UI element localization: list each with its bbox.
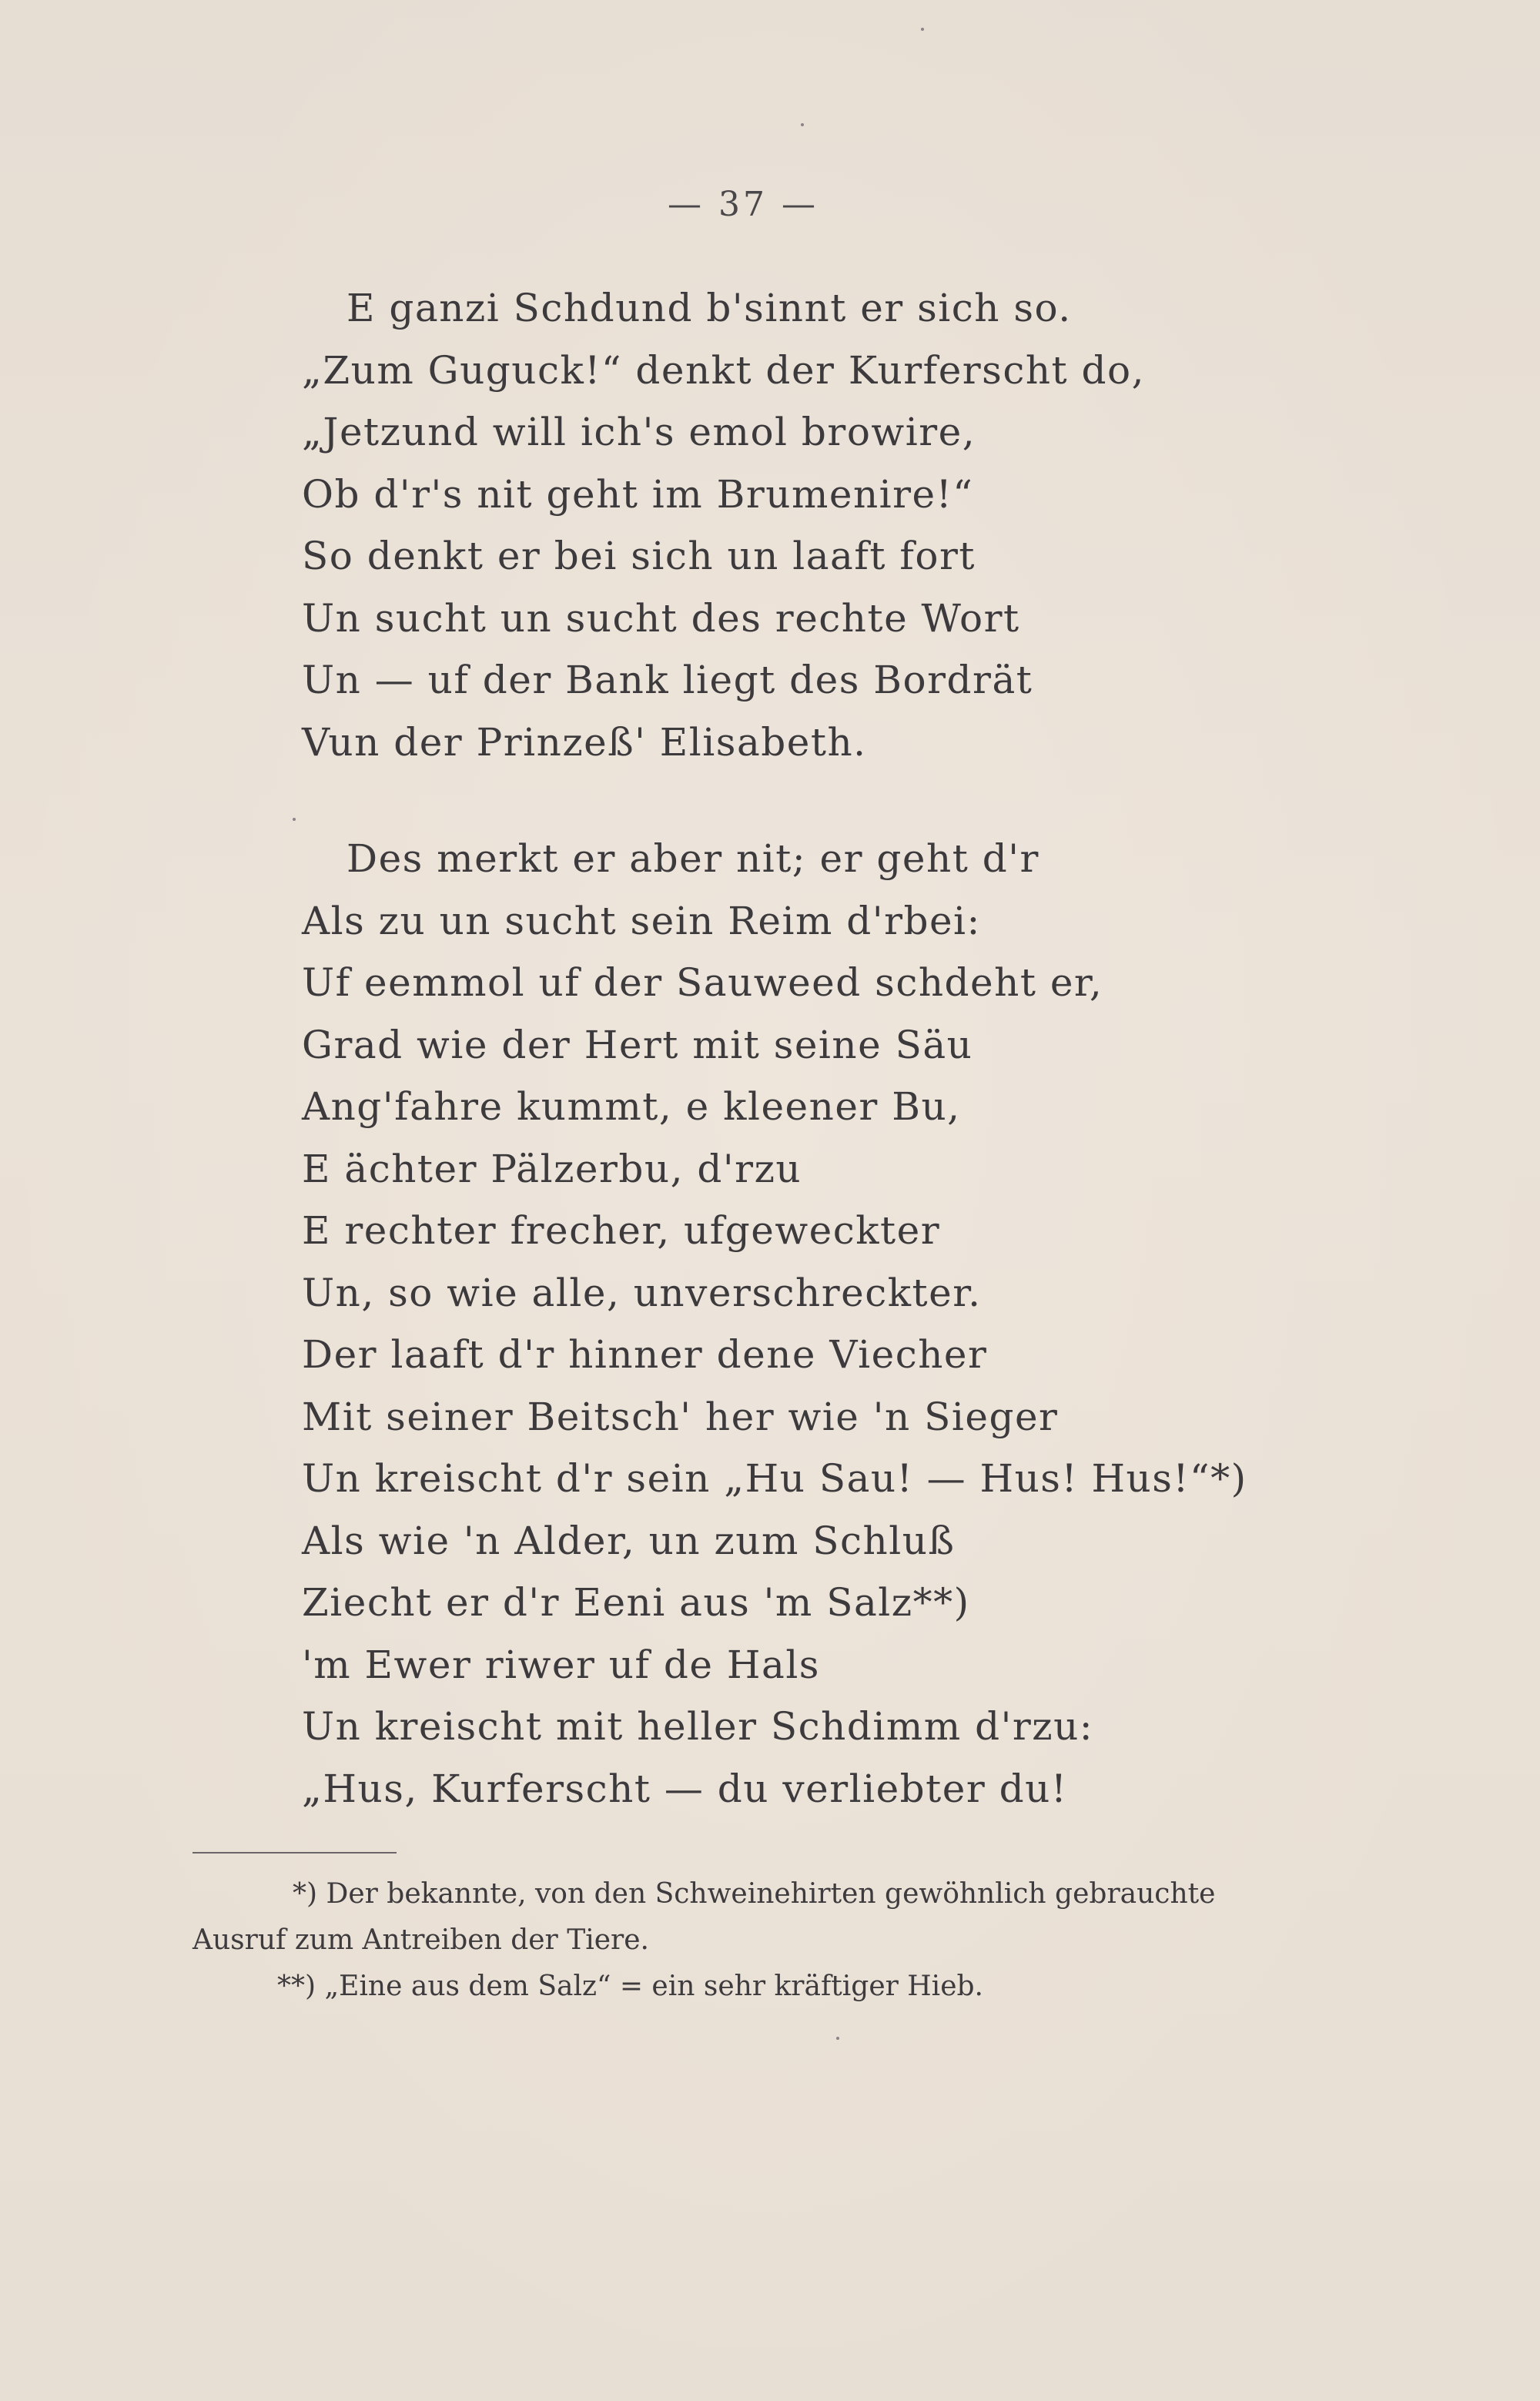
verse-line: Ob d'r's nit geht im Brumenire!“ [302,471,974,517]
verse-line: Vun der Prinzeß' Elisabeth. [302,719,867,765]
footnotes [192,1871,1286,2010]
verse-line: Ang'fahre kummt, e kleener Bu, [302,1084,961,1129]
verse-line: Uf eemmol uf der Sauweed schdeht er, [302,960,1103,1005]
page-number: — 37 — [668,185,819,224]
verse-line: Un sucht un sucht des rechte Wort [302,595,1020,641]
verse-line: „Hus, Kurferscht — du verliebter du! [302,1766,1068,1811]
paper-speck [836,2037,839,2040]
footnote-divider [192,1852,397,1853]
footnote-1-continued: Ausruf zum Antreiben der Tiere. [192,1924,649,1956]
paper-speck [801,123,804,126]
verse-line: Der laaft d'r hinner dene Viecher [302,1332,988,1377]
verse-line: Mit seiner Beitsch' her wie 'n Sieger [302,1394,1059,1439]
verse-line: Un kreischt d'r sein „Hu Sau! — Hus! Hus!“*) [302,1456,1247,1501]
verse-line: „Zum Guguck!“ denkt der Kurferscht do, [302,347,1146,393]
verse-line: Grad wie der Hert mit seine Säu [302,1022,973,1067]
verse-line: Als zu un sucht sein Reim d'rbei: [302,898,981,943]
verse-line: Ziecht er d'r Eeni aus 'm Salz**) [302,1580,970,1625]
footnote-1: *) Der bekannte, von den Schweinehirten gewöhnlich gebrauchte [293,1878,1216,1910]
verse-line: Un — uf der Bank liegt des Bordrät [302,658,1033,702]
verse-line: „Jetzund will ich's emol browire, [302,410,976,454]
footnote-2: **) „Eine aus dem Salz“ = ein sehr kräftiger Hieb. [277,1971,983,2002]
verse-line: E rechter frecher, ufgeweckter [302,1208,941,1253]
verse-line: 'm Ewer riwer uf de Hals [302,1642,820,1687]
verse-line: So denkt er bei sich un laaft fort [302,534,976,578]
stanza-1 [302,277,1145,773]
verse-line: Des merkt er aber nit; er geht d'r [346,836,1040,881]
paper-speck [293,818,296,821]
verse-line: Un kreischt mit heller Schdimm d'rzu: [302,1704,1094,1749]
verse-line: E ganzi Schdund b'sinnt er sich so. [346,286,1072,330]
verse-line: Un, so wie alle, unverschreckter. [302,1270,982,1315]
stanza-2 [302,828,1247,1820]
paper-speck [921,28,924,31]
verse-line: Als wie 'n Alder, un zum Schluß [302,1518,956,1563]
verse-line: E ächter Pälzerbu, d'rzu [302,1146,802,1191]
